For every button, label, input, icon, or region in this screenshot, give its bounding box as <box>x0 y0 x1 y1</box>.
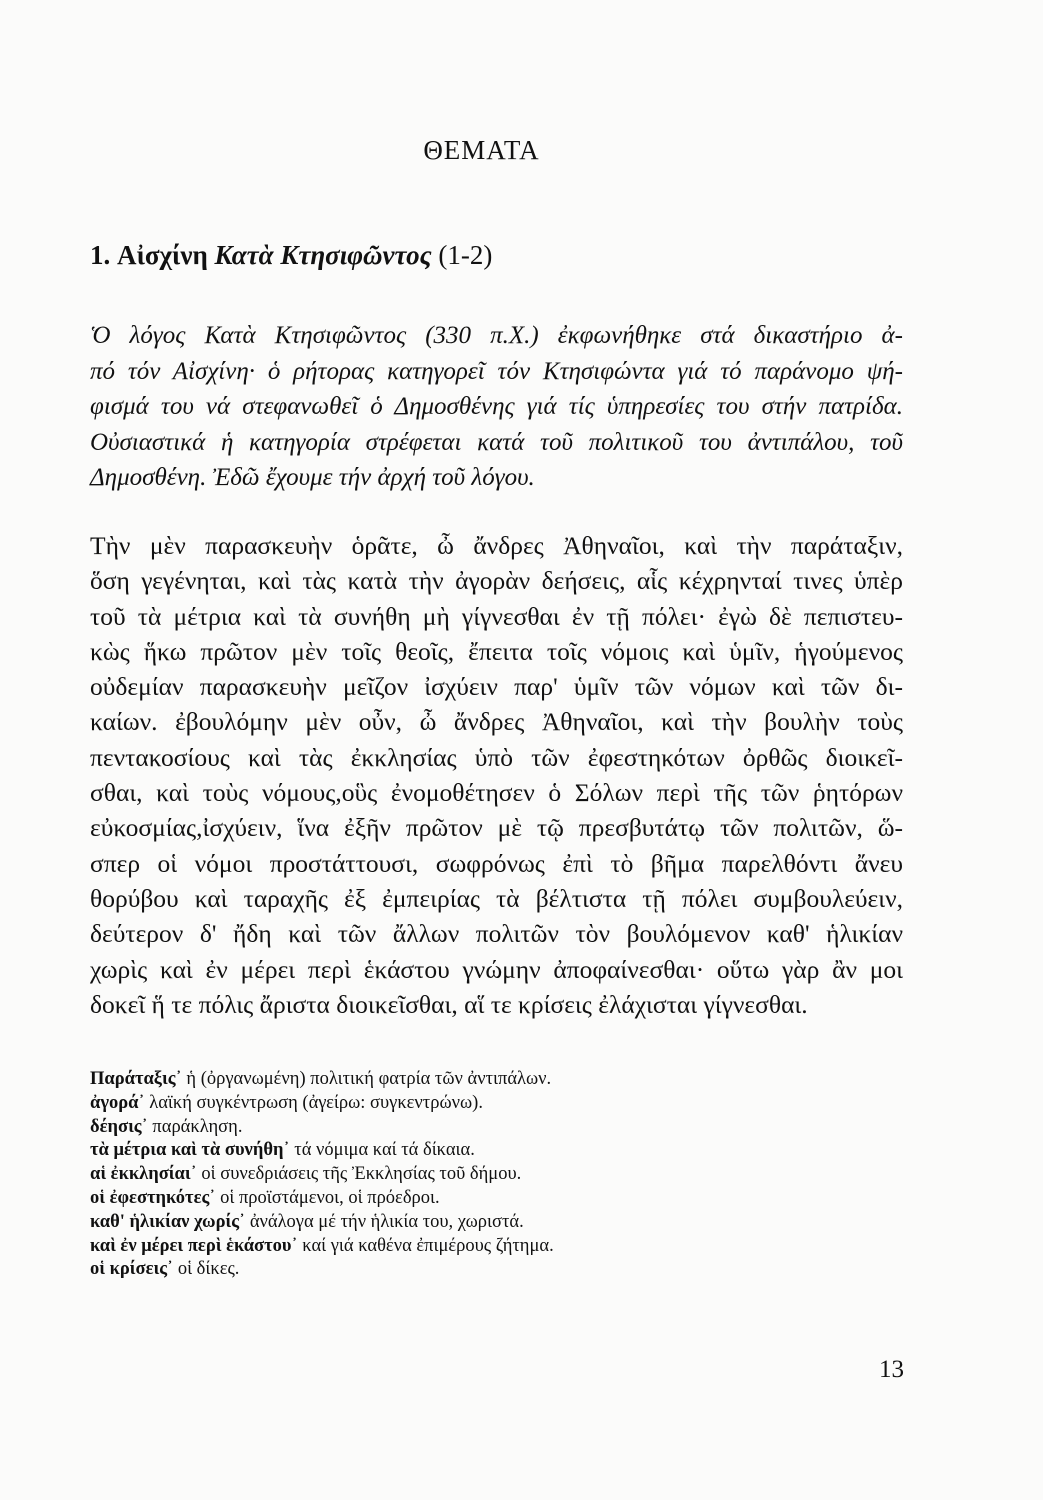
intro-line: Δημοσθένη. Ἐδῶ ἔχουμε τήν ἀρχή τοῦ λόγου. <box>90 464 535 491</box>
passage-line: καίων. ἐβουλόμην μὲν οὖν, ὦ ἄνδρες Ἀθηναῖοι, καὶ τὴν βουλὴν τοὺς <box>90 707 903 737</box>
passage-line: πεντακοσίους καὶ τὰς ἐκκλησίας ὑπὸ τῶν ἐφεστηκότων ὀρθῶς διοικεῖ- <box>90 742 903 772</box>
glossary-term: οἱ κρίσεις <box>90 1259 168 1280</box>
glossary-item: οἱ ἐφεστηκότες᾿ οἱ προϊστάμενοι, οἱ πρόεδροι. <box>90 1187 440 1208</box>
intro-paragraph <box>90 318 903 496</box>
passage-line: οὐδεμίαν παρασκευὴν μεῖζον ἰσχύειν παρ' ὑμῖν τῶν νόμων καὶ τῶν δι- <box>90 672 903 702</box>
passage-line: εὐκοσμίας,ἰσχύειν, ἵνα ἐξῆν πρῶτον μὲ τῷ πρεσβυτάτῳ τῶν πολιτῶν, ὥ- <box>90 813 903 843</box>
passage-line: θορύβου καὶ ταραχῆς ἐξ ἐμπειρίας τὰ βέλτιστα τῇ πόλει συμβουλεύειν, <box>90 883 903 913</box>
glossary-item: τὰ μέτρια καὶ τὰ συνήθη᾿ τά νόμιμα καί τά δίκαια. <box>90 1140 475 1161</box>
intro-line: πό τόν Αἰσχίνη· ὁ ρήτορας κατηγορεῖ τόν Κτησιφώντα γιά τό παράνομο ψή- <box>90 357 903 385</box>
intro-line: Οὐσιαστικά ἡ κατηγορία στρέφεται κατά τοῦ πολιτικοῦ του ἀντιπάλου, τοῦ <box>90 428 903 456</box>
glossary-item: οἱ κρίσεις᾿ οἱ δίκες. <box>90 1259 240 1280</box>
passage-line: Τὴν μὲν παρασκευὴν ὁρᾶτε, ὦ ἄνδρες Ἀθηναῖοι, καὶ τὴν παράταξιν, <box>90 531 903 560</box>
section-number: 1. <box>90 240 111 270</box>
glossary-term: ἀγορά <box>90 1092 139 1113</box>
glossary-definition: λαϊκή συγκέντρωση (ἀγείρω: συγκεντρώνω). <box>149 1092 483 1113</box>
passage-line: δοκεῖ ἥ τε πόλις ἄριστα διοικεῖσθαι, αἵ τε κρίσεις ἐλάχισται γίγνεσθαι. <box>90 989 808 1019</box>
passage-line: σπερ οἱ νόμοι προστάττουσι, σωφρόνως ἐπὶ τὸ βῆμα παρελθόντι ἄνευ <box>90 848 903 878</box>
passage-line: δεύτερον δ' ἤδη καὶ τῶν ἄλλων πολιτῶν τὸν βουλόμενον καθ' ἡλικίαν <box>90 919 903 949</box>
glossary-term: Παράταξις <box>90 1069 176 1089</box>
glossary-term: καὶ ἐν μέρει περὶ ἑκάστου <box>90 1235 292 1256</box>
glossary-term: οἱ ἐφεστηκότες <box>90 1187 210 1208</box>
glossary <box>90 1068 850 1282</box>
section-author: Αἰσχίνη <box>117 240 208 270</box>
glossary-term: τὰ μέτρια καὶ τὰ συνήθη <box>90 1140 284 1161</box>
glossary-definition: οἱ προϊστάμενοι, οἱ πρόεδροι. <box>220 1187 440 1208</box>
glossary-term: καθ' ἡλικίαν χωρίς <box>90 1211 240 1232</box>
glossary-definition: παράκληση. <box>152 1116 243 1137</box>
glossary-item: δέησις᾿ παράκληση. <box>90 1116 243 1137</box>
page-number: 13 <box>879 1356 904 1383</box>
glossary-definition: ἀνάλογα μέ τήν ἡλικία του, χωριστά. <box>249 1211 524 1232</box>
glossary-definition: οἱ συνεδριάσεις τῆς Ἐκκλησίας τοῦ δήμου. <box>201 1164 522 1185</box>
glossary-item: καὶ ἐν μέρει περὶ ἑκάστου᾿ καί γιά καθένα ἐπιμέρους ζήτημα. <box>90 1235 554 1256</box>
glossary-item: ἀγορά᾿ λαϊκή συγκέντρωση (ἀγείρω: συγκεντρώνω). <box>90 1092 483 1113</box>
passage-line: τοῦ τὰ μέτρια καὶ τὰ συνήθη μὴ γίγνεσθαι ἐν τῇ πόλει· ἐγὼ δὲ πεπιστευ- <box>90 601 903 631</box>
glossary-definition: ἡ (ὀργανωμένη) πολιτική φατρία τῶν ἀντιπάλων. <box>186 1069 552 1089</box>
glossary-item: αἱ ἐκκλησίαι᾿ οἱ συνεδριάσεις τῆς Ἐκκλησίας τοῦ δήμου. <box>90 1164 522 1185</box>
passage-line: σθαι, καὶ τοὺς νόμους,οὓς ἐνομοθέτησεν ὁ Σόλων περὶ τῆς τῶν ῥητόρων <box>90 778 903 808</box>
glossary-term: αἱ ἐκκλησίαι <box>90 1164 191 1185</box>
section-heading <box>90 240 492 271</box>
glossary-definition: τά νόμιμα καί τά δίκαια. <box>294 1140 475 1161</box>
passage-line: χωρὶς καὶ ἐν μέρει περὶ ἑκάστου γνώμην ἀποφαίνεσθαι· οὕτω γὰρ ἂν μοι <box>90 954 903 984</box>
glossary-definition: οἱ δίκες. <box>177 1259 240 1280</box>
section-range: (1-2) <box>438 240 493 270</box>
section-work-title: Κατὰ Κτησιφῶντος <box>214 240 432 270</box>
glossary-item: Παράταξις᾿ ἡ (ὀργανωμένη) πολιτική φατρία τῶν ἀντιπάλων. <box>90 1069 552 1089</box>
passage-line: ὅση γεγένηται, καὶ τὰς κατὰ τὴν ἀγορὰν δεήσεις, αἷς κέχρηνταί τινες ὑπὲρ <box>90 566 903 596</box>
greek-passage <box>90 528 903 1022</box>
intro-line: φισμά του νά στεφανωθεῖ ὁ Δημοσθένης γιά τίς ὑπηρεσίες του στήν πατρίδα. <box>90 393 903 420</box>
intro-line: Ὁ λόγος Κατὰ Κτησιφῶντος (330 π.Χ.) ἐκφωνήθηκε στά δικαστήριο ἀ- <box>90 322 903 349</box>
glossary-item: καθ' ἡλικίαν χωρίς᾿ ἀνάλογα μέ τήν ἡλικία του, χωριστά. <box>90 1211 524 1232</box>
glossary-term: δέησις <box>90 1116 142 1137</box>
passage-line: κὼς ἥκω πρῶτον μὲν τοῖς θεοῖς, ἔπειτα τοῖς νόμοις καὶ ὑμῖν, ἡγούμενος <box>90 636 903 666</box>
glossary-definition: καί γιά καθένα ἐπιμέρους ζήτημα. <box>302 1235 554 1256</box>
page-title: ΘΕΜΑΤΑ <box>423 135 540 165</box>
